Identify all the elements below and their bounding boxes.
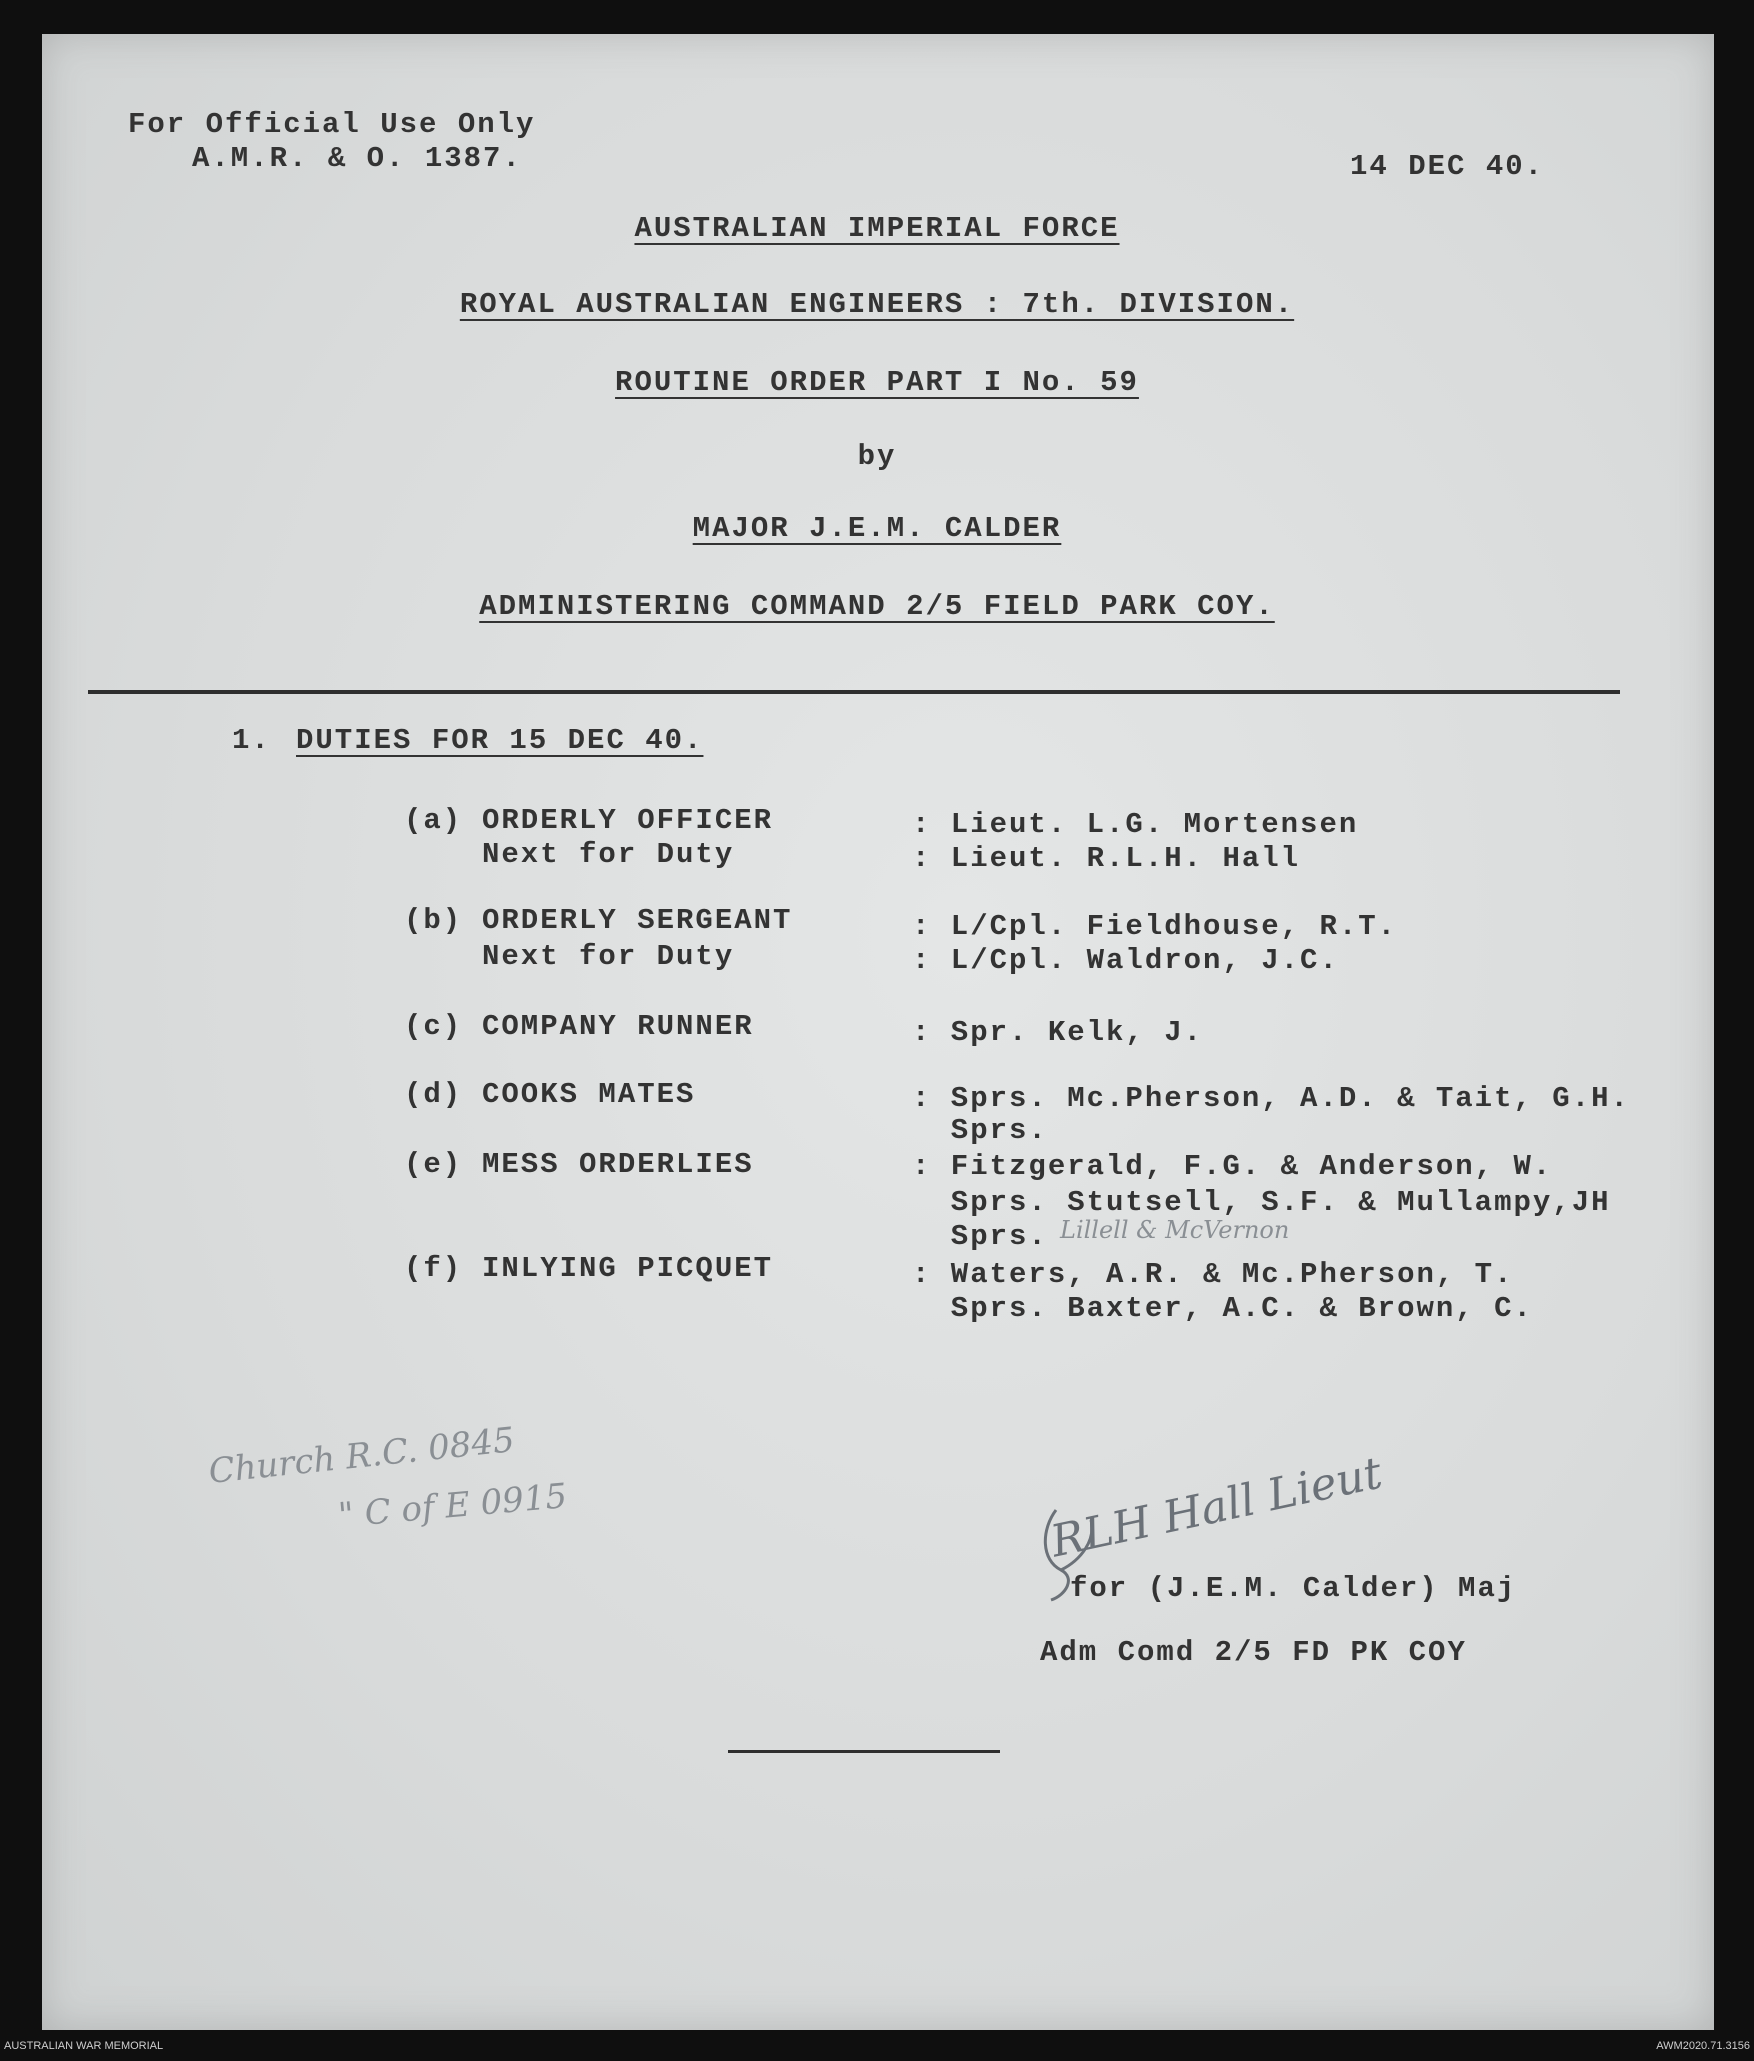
title-aif: AUSTRALIAN IMPERIAL FORCE: [634, 212, 1120, 245]
duty-role: ORDERLY OFFICER: [482, 804, 774, 837]
duty-value: : Waters, A.R. & Mc.Pherson, T.: [912, 1258, 1514, 1291]
duty-label: (c): [404, 1010, 463, 1043]
title-officer: MAJOR J.E.M. CALDER: [692, 512, 1062, 545]
closing-rule: [728, 1750, 1000, 1753]
section-divider: [88, 690, 1620, 694]
footer-archive-label: AUSTRALIAN WAR MEMORIAL: [4, 2040, 164, 2052]
document-date: 14 DEC 40.: [1350, 150, 1545, 183]
title-command: ADMINISTERING COMMAND 2/5 FIELD PARK COY.: [479, 590, 1275, 623]
handwritten-insert: Lillell & McVernon: [1060, 1216, 1290, 1244]
duty-label: (f): [404, 1252, 463, 1285]
signature-name: for (J.E.M. Calder) Maj: [1070, 1572, 1517, 1605]
duty-label: (b): [404, 904, 463, 937]
duty-value: Sprs.: [912, 1114, 1048, 1147]
handwritten-signature: RLH Hall Lieut: [1046, 1447, 1387, 1568]
duty-role: Next for Duty: [482, 838, 735, 871]
duty-label: (d): [404, 1078, 463, 1111]
duty-value: : Lieut. R.L.H. Hall: [912, 842, 1301, 875]
signature-title: Adm Comd 2/5 FD PK COY: [1040, 1636, 1467, 1669]
duty-label: (e): [404, 1148, 463, 1181]
duty-value: : Lieut. L.G. Mortensen: [912, 808, 1359, 841]
handwritten-church-times: Church R.C. 0845: [206, 1420, 517, 1492]
duty-value: : L/Cpl. Waldron, J.C.: [912, 944, 1339, 977]
duty-role: COOKS MATES: [482, 1078, 696, 1111]
footer-accession-number: AWM2020.71.3156: [1656, 2040, 1750, 2052]
duty-value: : Sprs. Mc.Pherson, A.D. & Tait, G.H.: [912, 1082, 1630, 1115]
title-by: by: [857, 440, 897, 473]
duty-value: : Spr. Kelk, J.: [912, 1016, 1204, 1049]
handwritten-church-times-2: " C of E 0915: [336, 1476, 569, 1536]
duty-role: MESS ORDERLIES: [482, 1148, 754, 1181]
official-use-label: For Official Use Only: [128, 108, 536, 141]
duty-value: : Fitzgerald, F.G. & Anderson, W.: [912, 1150, 1553, 1183]
duty-value: : L/Cpl. Fieldhouse, R.T.: [912, 910, 1398, 943]
duty-label: (a): [404, 804, 463, 837]
section-title: DUTIES FOR 15 DEC 40.: [296, 724, 704, 757]
duty-role: COMPANY RUNNER: [482, 1010, 754, 1043]
duty-value: Sprs.: [912, 1220, 1048, 1253]
duty-role: Next for Duty: [482, 940, 735, 973]
duty-role: INLYING PICQUET: [482, 1252, 774, 1285]
duty-value: Sprs. Stutsell, S.F. & Mullampy,JH: [912, 1186, 1611, 1219]
duty-value: Sprs. Baxter, A.C. & Brown, C.: [912, 1292, 1533, 1325]
section-number: 1.: [232, 724, 271, 757]
title-rae: ROYAL AUSTRALIAN ENGINEERS : 7th. DIVISION.: [459, 288, 1295, 321]
duty-role: ORDERLY SERGEANT: [482, 904, 793, 937]
amr-reference: A.M.R. & O. 1387.: [192, 142, 522, 175]
title-routine-order: ROUTINE ORDER PART I No. 59: [615, 366, 1139, 399]
document-page: [42, 34, 1714, 2030]
